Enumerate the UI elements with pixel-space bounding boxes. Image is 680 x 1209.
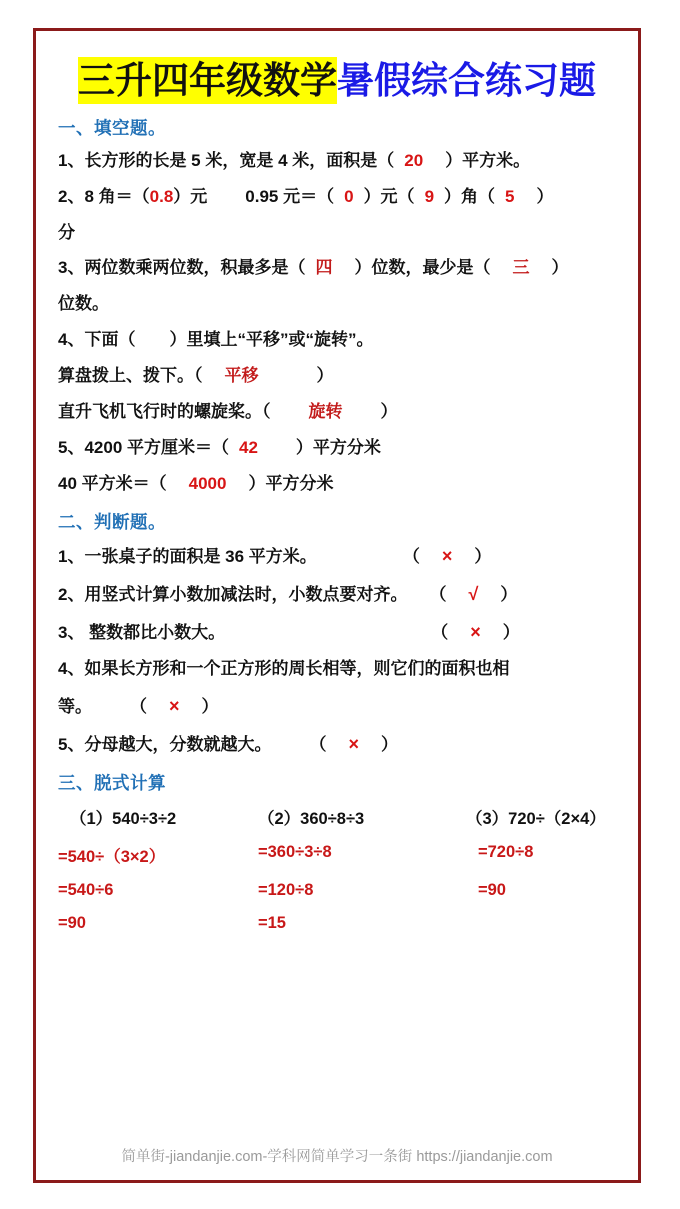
judgment-q1-text: 1、一张桌子的面积是 36 平方米。 (58, 547, 317, 567)
q5-line2-answer: 4000 (188, 474, 227, 494)
calculation-work-3-3 (458, 914, 658, 933)
calculation-work-1-2: =360÷3÷8 (258, 842, 332, 861)
q2-answer-2: 0 (344, 186, 354, 206)
judgment-question-4-wrap: 等。 （ × ） (58, 695, 219, 716)
q4-sub2-text: 直升飞机飞行时的螺旋桨。（ (58, 402, 271, 422)
calculation-prompt-row (58, 805, 624, 829)
q4-sub1-answer: 平移 (224, 366, 259, 386)
judgment-q2-mark: √ (468, 583, 479, 604)
judgment-q5-mark: × (348, 733, 359, 754)
page-title-highlight: 三升四年级数学 (78, 58, 337, 102)
calculation-work-2-3: =90 (478, 880, 506, 899)
q4-sub1-close: ） (316, 366, 334, 386)
calculation-prompt-2: （2）360÷8÷3 (258, 809, 365, 828)
q2-part5: ）角（ (444, 186, 496, 206)
fill-blank-question-3-wrap: 位数。 (58, 294, 109, 314)
fill-blank-question-2 (58, 186, 624, 209)
q1-answer: 20 (404, 150, 424, 170)
footer-watermark: 简单街-jiandanjie.com-学科网简单学习一条街 https://jiandanjie.com (121, 1149, 553, 1165)
judgment-q2-text: 2、用竖式计算小数加减法时，小数点要对齐。 (58, 584, 408, 604)
fill-blank-question-5 (58, 437, 624, 460)
section-heading-fill-blank: 一、填空题。 (58, 117, 166, 138)
q2-part3: 0.95 元＝（ (245, 186, 335, 206)
fill-blank-question-4-sub-2 (58, 401, 624, 424)
judgment-q4-wrap-text: 等。 (58, 696, 92, 716)
q2-part6: ） (536, 186, 554, 206)
fill-blank-question-2-wrap: 分 (58, 222, 75, 242)
calculation-work-row-3 (58, 914, 624, 933)
calculation-prompt-3: （3）720÷（2×4） (466, 809, 606, 828)
q2-part1: 2、8 角＝（ (58, 186, 150, 206)
q3-part1: 3、两位数乘两位数，积最多是（ (58, 258, 306, 278)
q2-answer-3: 9 (424, 186, 435, 206)
judgment-question-3: 3、 整数都比小数大。 （ × ） (58, 621, 520, 642)
judgment-question-2: 2、用竖式计算小数加减法时，小数点要对齐。 （ √ ） (58, 583, 518, 604)
judgment-question-1: 1、一张桌子的面积是 36 平方米。 （ × ） (58, 546, 492, 567)
judgment-q1-mark: × (441, 546, 453, 567)
q4-sub2-answer: 旋转 (308, 402, 343, 422)
calculation-work-3-2: =15 (258, 913, 286, 932)
q4-sub1-text: 算盘拨上、拨下。（ (58, 366, 203, 386)
calculation-work-row-2 (58, 881, 624, 900)
fill-blank-question-4: 4、下面（ ）里填上“平移”或“旋转”。 (58, 330, 374, 350)
section-heading-judgment: 二、判断题。 (58, 512, 166, 533)
q2-part4: ）元（ (363, 186, 415, 206)
q3-answer-2: 三 (512, 258, 530, 278)
worksheet-content (36, 31, 638, 1180)
q5-line2-suffix: ）平方分米 (248, 474, 334, 494)
q2-part2: ）元 (173, 186, 208, 206)
q1-suffix: ）平方米。 (445, 150, 531, 170)
q5-line1-suffix: ）平方分米 (295, 438, 381, 458)
calculation-work-1-3: =720÷8 (478, 842, 534, 861)
judgment-q3-mark: × (470, 621, 481, 642)
calculation-block (58, 805, 624, 933)
calculation-prompt-1: （1）540÷3÷2 (70, 809, 177, 828)
q2-answer-4: 5 (505, 186, 515, 206)
judgment-question-4: 4、如果长方形和一个正方形的周长相等，则它们的面积也相 (58, 658, 510, 678)
q4-sub2-close: ） (380, 402, 398, 422)
q5-line1-prefix: 5、4200 平方厘米＝（ (58, 438, 229, 458)
calculation-work-1-1: =540÷（3×2） (58, 847, 166, 866)
fill-blank-question-4-sub-1 (58, 365, 624, 388)
judgment-q5-text: 5、分母越大，分数就越大。 (58, 734, 272, 754)
q2-answer-1: 0.8 (149, 186, 174, 206)
judgment-q4-mark: × (169, 695, 180, 716)
fill-blank-question-3 (58, 257, 624, 280)
judgment-question-5: 5、分母越大，分数就越大。 （ × ） (58, 733, 398, 754)
fill-blank-question-1 (58, 150, 624, 173)
q1-prefix: 1、长方形的长是 5 米，宽是 4 米，面积是（ (58, 150, 395, 170)
calculation-work-2-1: =540÷6 (58, 880, 114, 899)
fill-blank-question-5-line-2 (58, 473, 624, 496)
page-title (50, 59, 624, 103)
judgment-q3-text: 3、 整数都比小数大。 (58, 622, 226, 642)
q3-answer-1: 四 (315, 258, 333, 278)
q3-part3: ） (551, 258, 569, 278)
q5-line2-prefix: 40 平方米＝（ (58, 474, 167, 494)
calculation-work-2-2: =120÷8 (258, 880, 314, 899)
calculation-work-row-1 (58, 843, 624, 867)
page-title-blue: 暑假综合练习题 (337, 58, 596, 102)
section-heading-calculation: 三、脱式计算 (58, 772, 166, 793)
q3-part2: ）位数，最少是（ (354, 258, 491, 278)
worksheet-page-frame (33, 28, 641, 1183)
q5-line1-answer: 42 (239, 438, 258, 458)
calculation-work-3-1: =90 (58, 913, 86, 932)
